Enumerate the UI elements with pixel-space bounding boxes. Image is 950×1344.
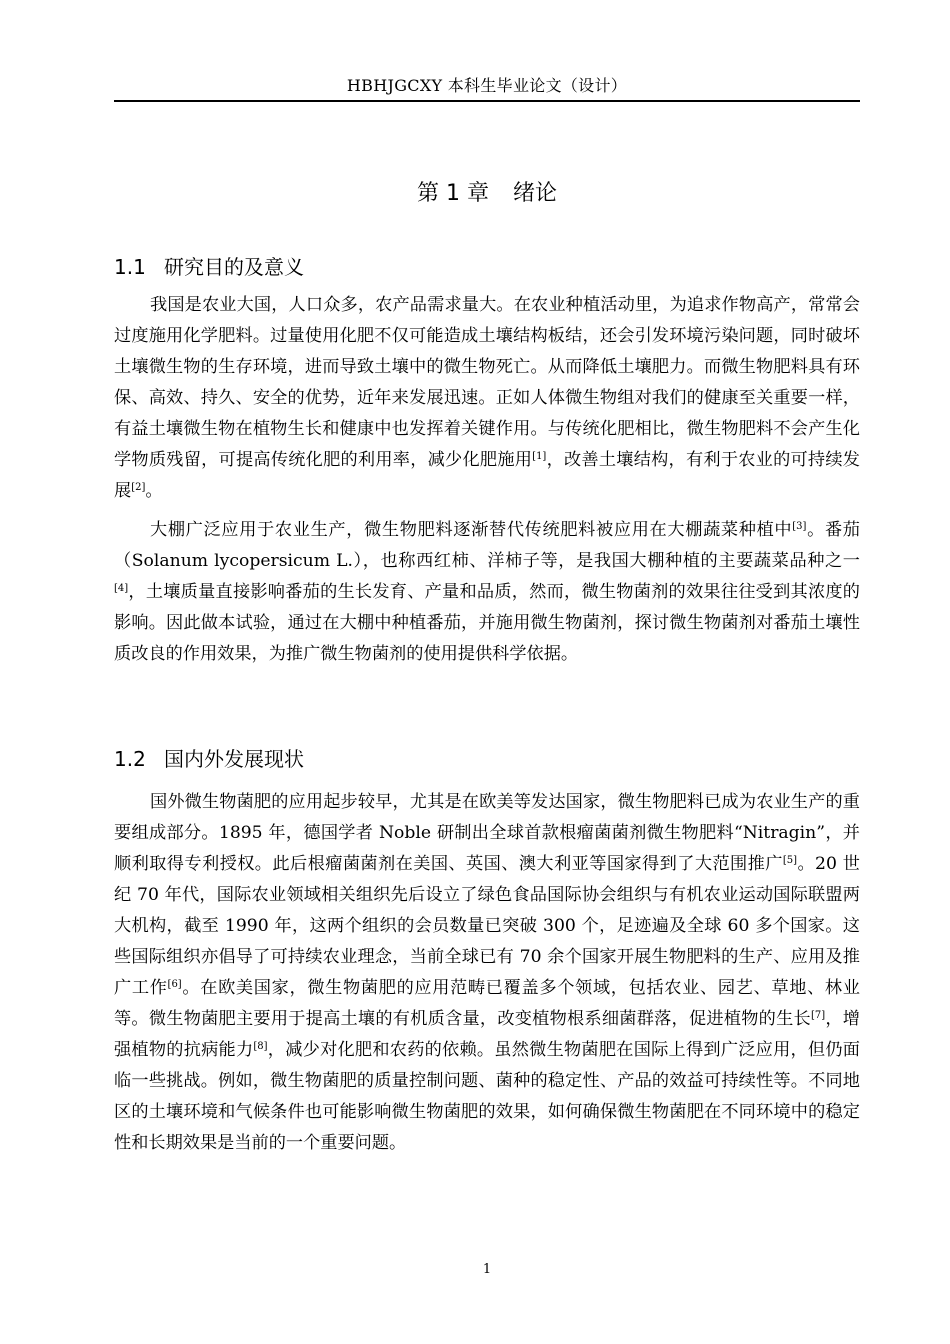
section-heading-1-1 (114, 254, 860, 280)
paragraph-1-1-b: 大棚广泛应用于农业生产，微生物肥料逐渐替代传统肥料被应用在大棚蔬菜种植中[3]。番茄（Solanum lycopersicum L.），也称西红柿、洋柿子等，是我国大棚种植的主要蔬菜品种之一[4]，土壤质量直接影响番茄的生长发育、产量和品质，然而，微生物菌剂的效果往往受到其浓度的影响。因此做本试验，通过在大棚中种植番茄，并施用微生物菌剂，探讨微生物菌剂对番茄土壤性质改良的作用效果，为推广微生物菌剂的使用提供科学依据。 (114, 520, 860, 664)
page-number: 1 (482, 1262, 492, 1277)
citation-ref: [5] (782, 855, 798, 866)
citation-ref: [2] (131, 482, 146, 493)
citation-ref: [6] (167, 979, 182, 990)
section-name: 国内外发展现状 (164, 747, 304, 771)
page-header: HBHJGCXY 本科生毕业论文（设计） (346, 76, 628, 95)
section-number: 1.2 (114, 747, 146, 771)
citation-ref: [1] (532, 451, 547, 462)
chapter-title (114, 180, 860, 208)
paragraph-1-1-a: 我国是农业大国，人口众多，农产品需求量大。在农业种植活动里，为追求作物高产，常常会过度施用化学肥料。过量使用化肥不仅可能造成土壤结构板结，还会引发环境污染问题，同时破坏土壤微生物的生存环境，进而导致土壤中的微生物死亡。从而降低土壤肥力。而微生物肥料具有环保、高效、持久、安全的优势，近年来发展迅速。正如人体微生物组对我们的健康至关重要一样，有益土壤微生物在植物生长和健康中也发挥着关键作用。与传统化肥相比，微生物肥料不会产生化学物质残留，可提高传统化肥的利用率，减少化肥施用[1]，改善土壤结构，有利于农业的可持续发展[2]。 (114, 295, 860, 501)
citation-ref: [4] (114, 583, 129, 594)
section-name: 研究目的及意义 (164, 255, 304, 279)
chapter-number: 第 1 章 (417, 181, 489, 206)
section-number: 1.1 (114, 255, 146, 279)
header-divider (114, 100, 860, 102)
citation-ref: [7] (810, 1010, 826, 1021)
section-heading-1-2 (114, 746, 860, 772)
chapter-name: 绪论 (512, 181, 557, 206)
citation-ref: [8] (253, 1041, 268, 1052)
paragraph-1-2-a: 国外微生物菌肥的应用起步较早，尤其是在欧美等发达国家，微生物肥料已成为农业生产的重要组成部分。1895 年，德国学者 Noble 研制出全球首款根瘤菌菌剂微生物肥料“Nitragin”，并顺利取得专利授权。此后根瘤菌菌剂在美国、英国、澳大利亚等国家得到了大范围推广[5]。20 世纪 70 年代，国际农业领域相关组织先后设立了绿色食品国际协会组织与有机农业运动国际联盟两大机构，截至 1990 年，这两个组织的会员数量已突破 300 个，足迹遍及全球 60 多个国家。这些国际组织亦倡导了可持续农业理念，当前全球已有 70 余个国家开展生物肥料的生产、应用及推广工作[6]。在欧美国家，微生物菌肥的应用范畴已覆盖多个领域，包括农业、园艺、草地、林业等。微生物菌肥主要用于提高土壤的有机质含量，改变植物根系细菌群落，促进植物的生长[7]，增强植物的抗病能力[8]，减少对化肥和农药的依赖。虽然微生物菌肥在国际上得到广泛应用，但仍面临一些挑战。例如，微生物菌肥的质量控制问题、菌种的稳定性、产品的效益可持续性等。不同地区的土壤环境和气候条件也可能影响微生物菌肥的效果，如何确保微生物菌肥在不同环境中的稳定性和长期效果是当前的一个重要问题。 (114, 792, 860, 1153)
citation-ref: [3] (792, 521, 807, 532)
